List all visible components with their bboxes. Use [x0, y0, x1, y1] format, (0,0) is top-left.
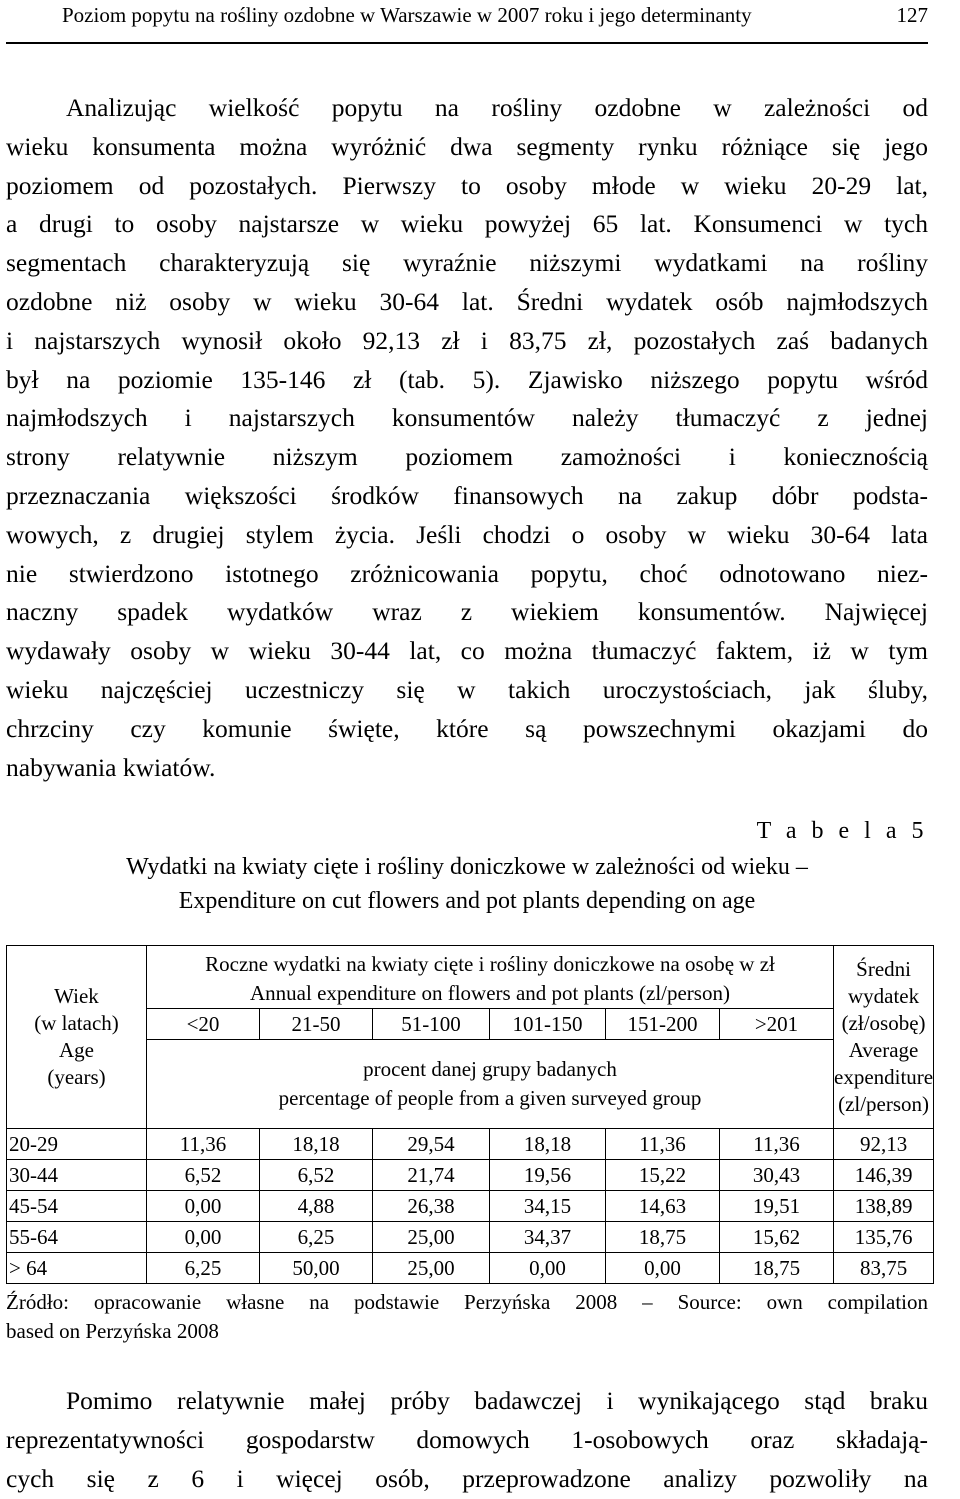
cell: 18,18	[260, 1129, 373, 1160]
cell: > 64	[7, 1253, 147, 1284]
cell: 25,00	[373, 1222, 490, 1253]
table-row	[7, 1253, 934, 1284]
range-header: 51-100	[373, 1009, 490, 1040]
cell: 18,75	[606, 1222, 720, 1253]
text-line: wieku najczęściej uczestniczy się w takich uroczystościach, jak śluby,	[6, 674, 928, 704]
annual-header-pl: Roczne wydatki na kwiaty cięte i rośliny doniczkowe na osobę w zł	[205, 952, 775, 976]
cell: 0,00	[147, 1191, 260, 1222]
text-line: wydawały osoby w wieku 30-44 lat, co można tłumaczyć faktem, iż w tym	[6, 636, 928, 666]
cell: 11,36	[606, 1129, 720, 1160]
cell: 6,25	[147, 1253, 260, 1284]
expenditure-table	[6, 945, 934, 1284]
cell: 18,18	[490, 1129, 606, 1160]
cell: 25,00	[373, 1253, 490, 1284]
text-line: Pomimo relatywnie małej próby badawczej i wynikającego stąd braku	[66, 1386, 928, 1415]
cell: 6,52	[147, 1160, 260, 1191]
text-line: segmentach charakteryzują się wyraźnie niższymi wydatkami na rośliny	[6, 248, 928, 278]
avg-header-line: Average	[848, 1038, 919, 1062]
age-header-line: Wiek	[54, 984, 99, 1008]
cell: 50,00	[260, 1253, 373, 1284]
text-line: ozdobne niż osoby w wieku 30-64 lat. Średni wydatek osób najmłodszych	[6, 286, 928, 316]
avg-header-line: wydatek	[847, 984, 920, 1008]
cell: 6,52	[260, 1160, 373, 1191]
text-line: i najstarszych wynosił około 92,13 zł i 83,75 zł, pozostałych zaś badanych	[6, 325, 928, 355]
cell: 6,25	[260, 1222, 373, 1253]
avg-header-line: Średni	[856, 957, 911, 981]
age-header-line: Age	[59, 1038, 94, 1062]
cell: 0,00	[147, 1222, 260, 1253]
text-line: strony relatywnie niższym poziomem zamożności i koniecznością	[6, 442, 928, 472]
text-line: reprezentatywności gospodarstw domowych 1-osobowych oraz składają-	[6, 1424, 928, 1454]
range-header: 21-50	[260, 1009, 373, 1040]
table-source-note	[6, 1288, 928, 1346]
cell: 34,37	[490, 1222, 606, 1253]
cell: 0,00	[606, 1253, 720, 1284]
cell: 30,43	[720, 1160, 834, 1191]
cell: 138,89	[834, 1191, 934, 1222]
cell: 92,13	[834, 1129, 934, 1160]
text-line: wieku konsumenta można wyróżnić dwa segmenty rynku różniące się jego	[6, 131, 928, 161]
cell: 55-64	[7, 1222, 147, 1253]
body-paragraph-1	[6, 89, 928, 787]
page-number: 127	[896, 3, 928, 27]
cell: 135,76	[834, 1222, 934, 1253]
avg-header-line: (zl/person)	[838, 1092, 930, 1116]
text-line: a drugi to osoby najstarsze w wieku powyżej 65 lat. Konsumenci w tych	[6, 209, 928, 239]
cell: 0,00	[490, 1253, 606, 1284]
age-header-cell	[7, 946, 147, 1129]
body-paragraph-2	[6, 1382, 928, 1498]
text-line: był na poziomie 135-146 zł (tab. 5). Zjawisko niższego popytu wśród	[6, 364, 928, 394]
cell: 26,38	[373, 1191, 490, 1222]
cell: 11,36	[720, 1129, 834, 1160]
source-line: based on Perzyńska 2008	[6, 1319, 219, 1343]
cell: 15,22	[606, 1160, 720, 1191]
header-rule	[6, 42, 928, 44]
age-header-line: (years)	[47, 1065, 106, 1089]
text-line: naczny spadek wydatków wraz z wiekiem konsumentów. Najwięcej	[6, 597, 928, 627]
text-line: Analizując wielkość popytu na rośliny ozdobne w zależności od	[66, 93, 928, 122]
range-header: <20	[147, 1009, 260, 1040]
text-line: cych się z 6 i więcej osób, przeprowadzone analizy pozwoliły na	[6, 1463, 928, 1493]
cell: 14,63	[606, 1191, 720, 1222]
cell: 34,15	[490, 1191, 606, 1222]
cell: 4,88	[260, 1191, 373, 1222]
text-line: przeznaczania większości środków finansowych na zakup dóbr podsta-	[6, 480, 928, 510]
percentage-header	[147, 1040, 834, 1129]
cell: 11,36	[147, 1129, 260, 1160]
cell: 30-44	[7, 1160, 147, 1191]
cell: 45-54	[7, 1191, 147, 1222]
table-number: T a b e l a 5	[756, 818, 928, 844]
age-header-line: (w latach)	[34, 1011, 119, 1035]
cell: 21,74	[373, 1160, 490, 1191]
cell: 18,75	[720, 1253, 834, 1284]
table-caption-en: Expenditure on cut flowers and pot plants depending on age	[178, 888, 756, 914]
cell: 19,56	[490, 1160, 606, 1191]
annual-expenditure-header	[147, 946, 834, 1009]
cell: 20-29	[7, 1129, 147, 1160]
source-line: Źródło: opracowanie własne na podstawie Perzyńska 2008 – Source: own compilation	[6, 1290, 928, 1314]
avg-header-line: (zł/osobę)	[841, 1011, 926, 1035]
text-line: nabywania kwiatów.	[6, 752, 216, 782]
range-header: >201	[720, 1009, 834, 1040]
table-row	[7, 1129, 934, 1160]
annual-header-en: Annual expenditure on flowers and pot plants (zl/person)	[250, 981, 730, 1005]
average-header-cell	[834, 946, 934, 1129]
table-row	[7, 1160, 934, 1191]
pct-header-en: percentage of people from a given surveyed group	[278, 1086, 702, 1110]
range-header: 101-150	[490, 1009, 606, 1040]
text-line: poziomem od pozostałych. Pierwszy to osoby młode w wieku 20-29 lat,	[6, 170, 928, 200]
running-title: Poziom popytu na rośliny ozdobne w Warszawie w 2007 roku i jego determinanty	[62, 3, 752, 27]
cell: 15,62	[720, 1222, 834, 1253]
range-header: 151-200	[606, 1009, 720, 1040]
table-caption-pl: Wydatki na kwiaty cięte i rośliny doniczkowe w zależności od wieku –	[126, 854, 808, 880]
cell: 29,54	[373, 1129, 490, 1160]
text-line: nie stwierdzono istotnego zróżnicowania popytu, choć odnotowano niez-	[6, 558, 928, 588]
text-line: wowych, z drugiej stylem życia. Jeśli chodzi o osoby w wieku 30-64 lata	[6, 519, 928, 549]
text-line: chrzciny czy komunie święte, które są powszechnymi okazjami do	[6, 713, 928, 743]
avg-header-line: expenditure	[834, 1065, 934, 1089]
table-row	[7, 1191, 934, 1222]
cell: 146,39	[834, 1160, 934, 1191]
table-row	[7, 1222, 934, 1253]
text-line: najmłodszych i najstarszych konsumentów należy tłumaczyć z jednej	[6, 403, 928, 433]
cell: 19,51	[720, 1191, 834, 1222]
cell: 83,75	[834, 1253, 934, 1284]
pct-header-pl: procent danej grupy badanych	[363, 1057, 617, 1081]
